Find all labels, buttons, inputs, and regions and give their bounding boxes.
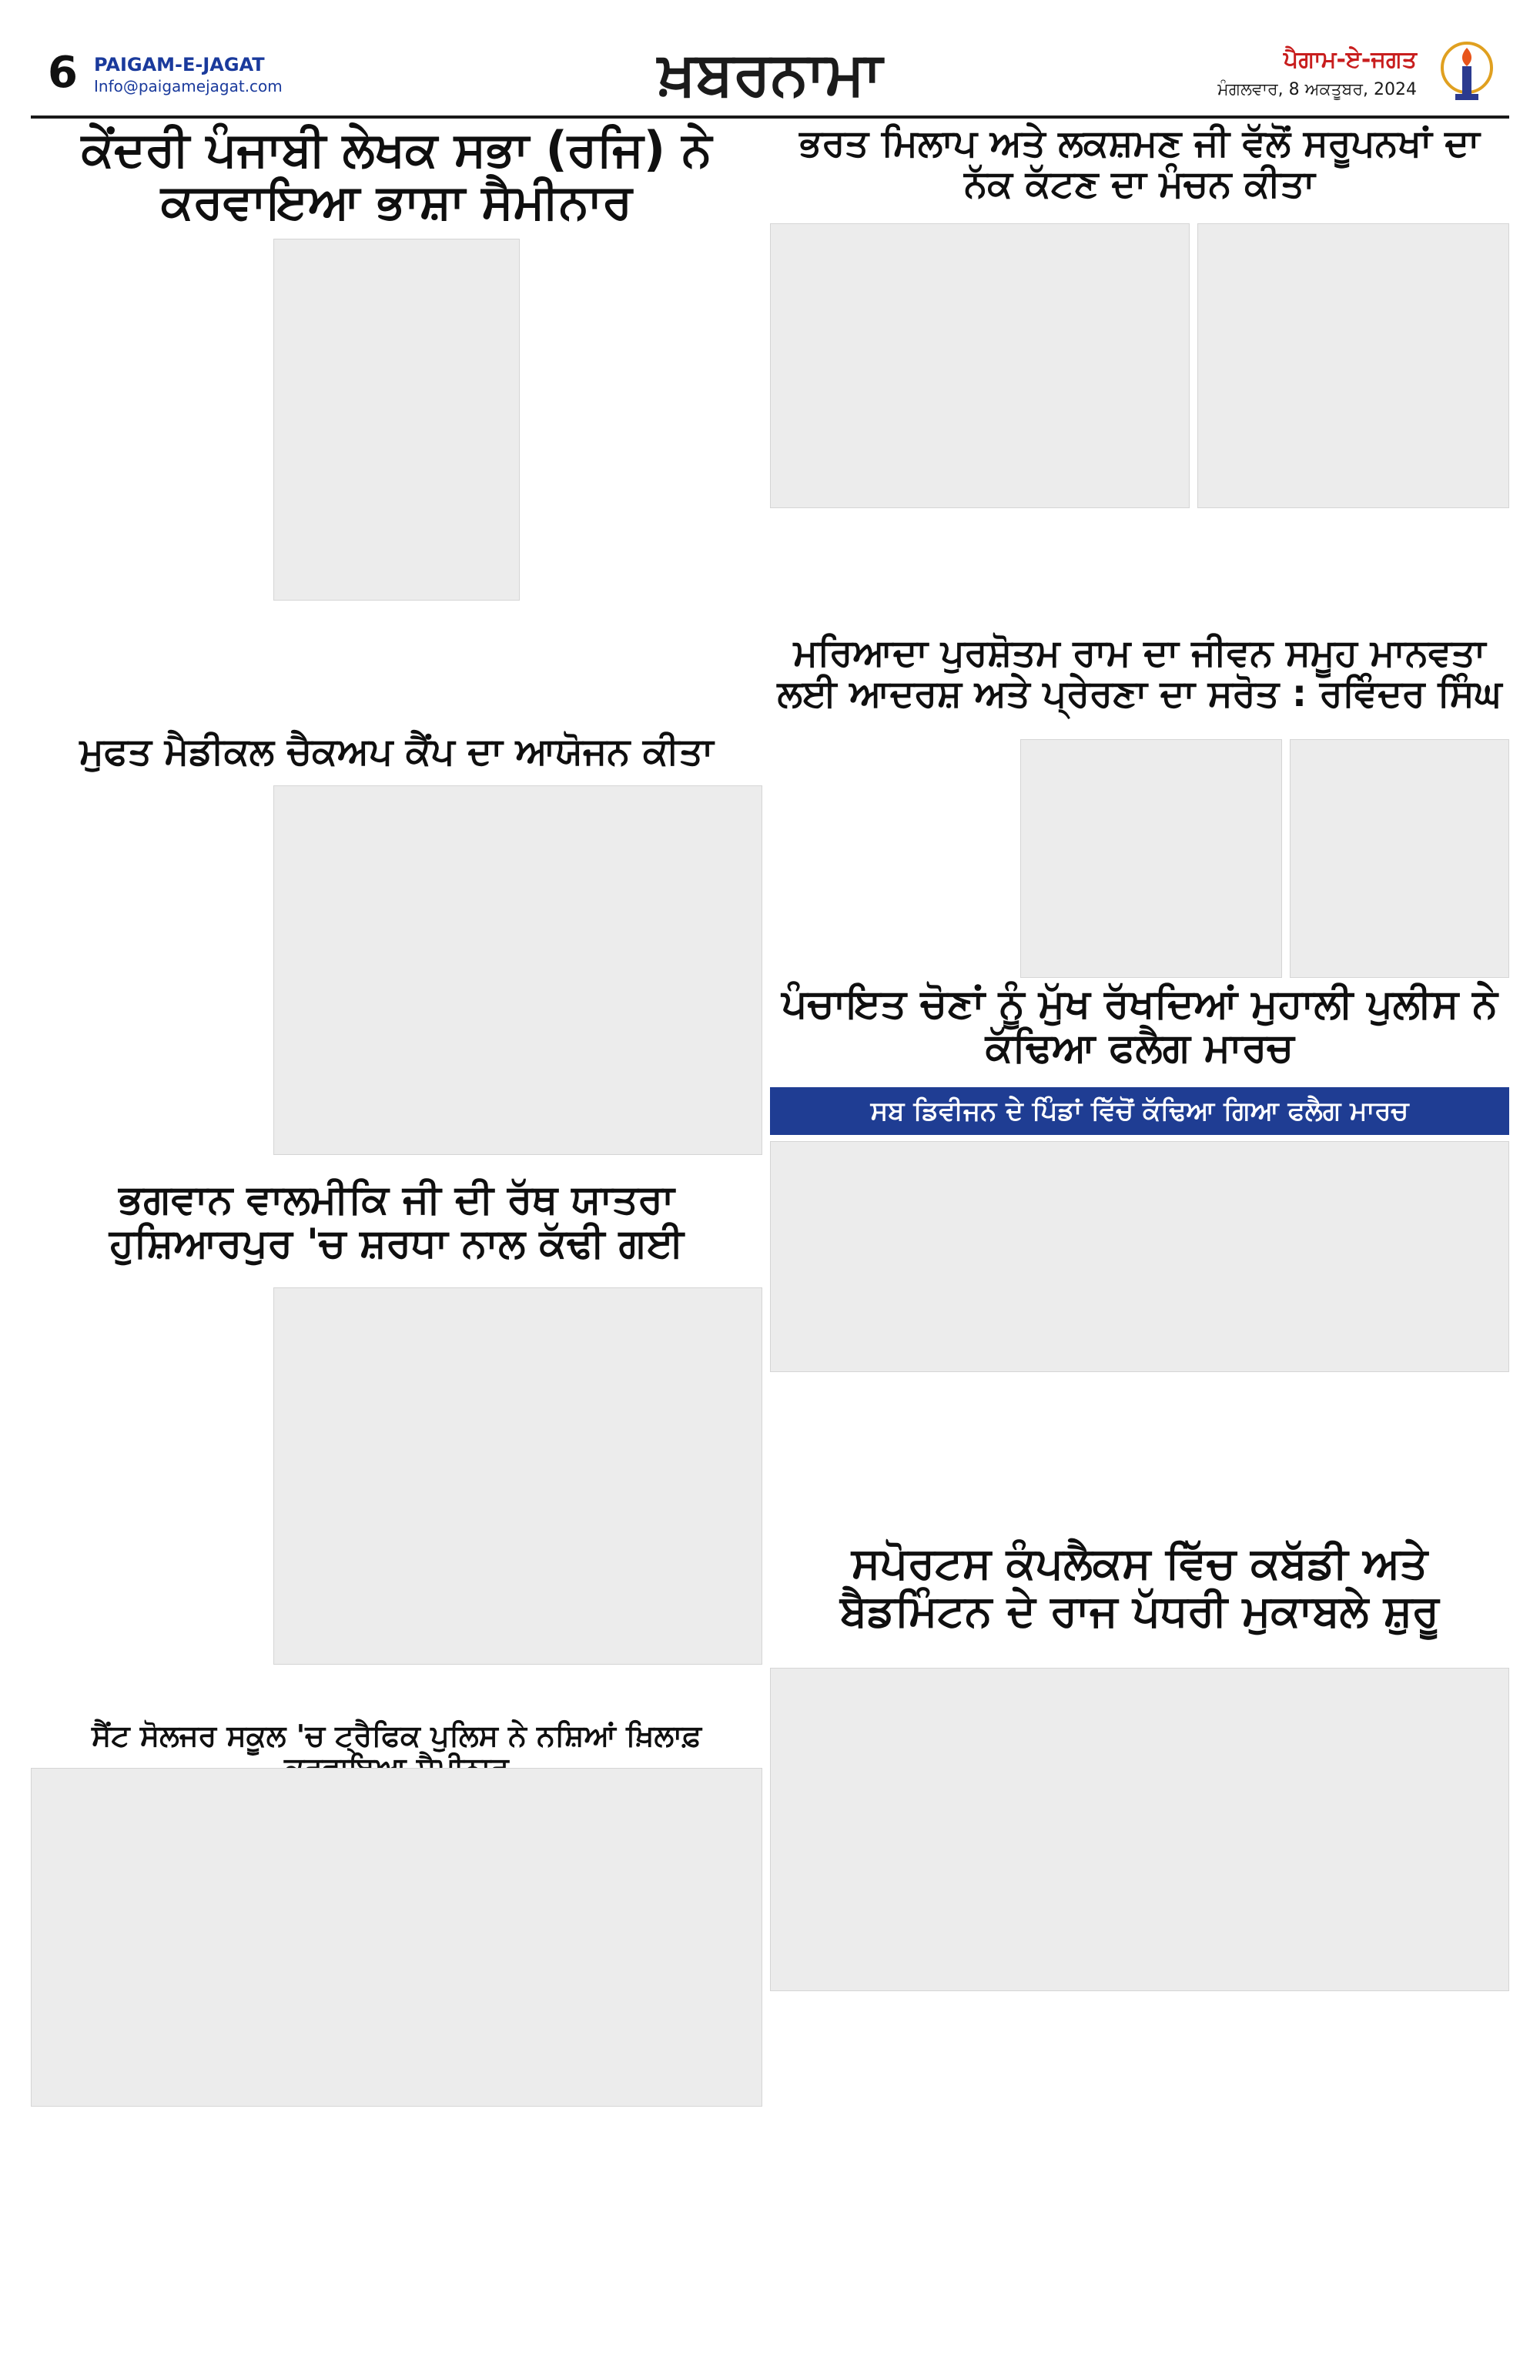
ramlila-photo: [770, 223, 1190, 508]
headline-maryada: ਮਰਿਆਦਾ ਪੁਰਸ਼ੋਤਮ ਰਾਮ ਦਾ ਜੀਵਨ ਸਮੂਹ ਮਾਨਵਤਾ ਲਈ ਆਦਰਸ਼ ਅਤੇ ਪ੍ਰੇਰਣਾ ਦਾ ਸਰੋਤ : ਰਵਿੰਦਰ ਸਿੰਘ: [777, 631, 1502, 715]
seminar-photo: [31, 1768, 762, 2107]
flag-march-subheading: ਸਬ ਡਿਵੀਜਨ ਦੇ ਪਿੰਡਾਂ ਵਿੱਚੋਂ ਕੱਢਿਆ ਗਿਆ ਫਲੈਗ ਮਾਰਚ: [770, 1087, 1509, 1135]
headline-valmiki: ਭਗਵਾਨ ਵਾਲਮੀਕਿ ਜੀ ਦੀ ਰੱਥ ਯਾਤਰਾ ਹੁਸ਼ਿਆਰਪੁਰ 'ਚ ਸ਼ਰਧਾ ਨਾਲ ਕੱਢੀ ਗਈ: [109, 1177, 684, 1267]
ramlila-photo: [1197, 223, 1509, 508]
email-link[interactable]: Info@paigamejagat.com: [94, 77, 283, 95]
headline-flag-march: ਪੰਚਾਇਤ ਚੋਣਾਂ ਨੂੰ ਮੁੱਖ ਰੱਖਦਿਆਂ ਮੁਹਾਲੀ ਪੁਲੀਸ ਨੇ ਕੱਢਿਆ ਫਲੈਗ ਮਾਰਚ: [782, 981, 1498, 1072]
ramlila-stage-photo: [1020, 739, 1282, 978]
issue-date: ਮੰਗਲਵਾਰ, 8 ਅਕਤੂਬਰ, 2024: [1217, 80, 1417, 99]
headline-bharat-milap: ਭਰਤ ਮਿਲਾਪ ਅਤੇ ਲਕਸ਼ਮਣ ਜੀ ਵੱਲੋਂ ਸਰੂਪਨਖਾਂ ਦਾ ਨੱਕ ਕੱਟਣ ਦਾ ਮੰਚਨ ਕੀਤਾ: [799, 122, 1480, 206]
guest-photo: [1290, 739, 1509, 978]
headline-lekhak-sabha: ਕੇਂਦਰੀ ਪੰਜਾਬੀ ਲੇਖਕ ਸਭਾ (ਰਜਿ) ਨੇ ਕਰਵਾਇਆ ਭਾਸ਼ਾ ਸੈਮੀਨਾਰ: [81, 121, 712, 230]
seminar-poster: [273, 239, 520, 601]
section-title: ਖ਼ਬਰਨਾਮਾ: [658, 38, 882, 109]
flag-march-photo: [770, 1141, 1509, 1372]
header-rule: [31, 115, 1509, 119]
torch-logo-icon: [1434, 37, 1500, 106]
rath-yatra-photo: [273, 1287, 762, 1665]
sports-photo: [770, 1668, 1509, 1991]
headline-sports: ਸਪੋਰਟਸ ਕੰਪਲੈਕਸ ਵਿੱਚ ਕਬੱਡੀ ਅਤੇ ਬੈਡਮਿੰਟਨ ਦੇ ਰਾਜ ਪੱਧਰੀ ਮੁਕਾਬਲੇ ਸ਼ੁਰੂ: [840, 1538, 1439, 1636]
medical-camp-photo: [273, 785, 762, 1155]
headline-medical-camp: ਮੁਫਤ ਮੈਡੀਕਲ ਚੈਕਅਪ ਕੈਂਪ ਦਾ ਆਯੋਜਨ ਕੀਤਾ: [79, 730, 714, 773]
brand-name-punjabi: ਪੈਗਾਮ-ਏ-ਜਗਤ: [1283, 46, 1417, 73]
page-number: 6: [48, 48, 78, 98]
brand-name: PAIGAM-E-JAGAT: [94, 54, 265, 75]
headline-soldier-school: ਸੈਂਟ ਸੋਲਜਰ ਸਕੂਲ 'ਚ ਟ੍ਰੈਫਿਕ ਪੁਲਿਸ ਨੇ ਨਸ਼ਿਆਂ ਖ਼ਿਲਾਫ਼: [91, 1719, 702, 1752]
